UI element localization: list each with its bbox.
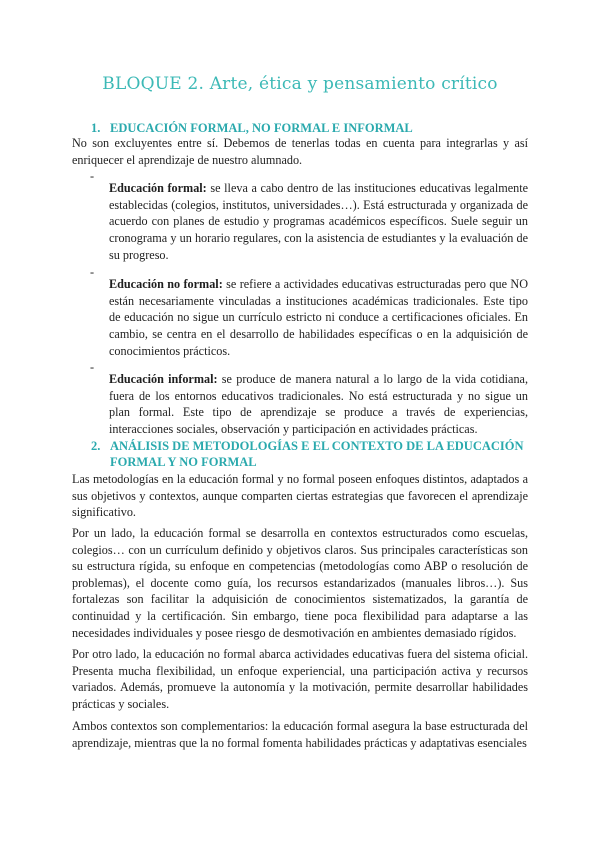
list-item-body: se refiere a actividades educativas estructuradas pero que NO están necesariamente vinculadas a instituciones académicas tradicionales. Este tipo de educación no sigue un currículo estricto ni conduce a certificaciones oficiales. En cambio, se centra en el desarrollo de habilidades específicas o en la adquisición de conocimientos prácticos. [109, 277, 528, 358]
section-2-heading-line-1: ANÁLISIS DE METODOLOGÍAS E EL CONTEXTO DE LA EDUCACIÓN [110, 439, 524, 453]
section-2-heading-line-2: FORMAL Y NO FORMAL [110, 455, 257, 469]
section-2-paragraph-1: Las metodologías en la educación formal y no formal poseen enfoques distintos, adaptados a sus objetivos y contextos, aunque comparten ciertas estrategias que favorecen el aprendizaje significativo. [72, 472, 528, 520]
section-2-heading [91, 438, 524, 470]
list-item-text [109, 371, 528, 437]
bullet-dash: - [90, 265, 95, 279]
section-1-intro: No son excluyentes entre sí. Debemos de tenerlas todas en cuenta para integrarlas y así enriquecer el aprendizaje de nuestro alumnado. [72, 136, 528, 167]
list-item-term: Educación no formal: [109, 277, 223, 292]
list-item-term: Educación informal: [109, 372, 218, 387]
list-item-term: Educación formal: [109, 181, 207, 196]
page-title: BLOQUE 2. Arte, ética y pensamiento crítico [102, 74, 498, 94]
section-1-heading-text: EDUCACIÓN FORMAL, NO FORMAL E INFORMAL [110, 121, 413, 135]
list-item-body: se lleva a cabo dentro de las instituciones educativas legalmente establecidas (colegios, institutos, universidades…). Está estructurada y organizada de acuerdo con planes de estudio y programas académicos específicos. Suele seguir un cronograma y un horario regulares, con la asistencia de estudiantes y la evaluación de su progreso. [109, 181, 529, 262]
section-1-number: 1. [91, 121, 101, 135]
section-2-paragraph-3: Por otro lado, la educación no formal abarca actividades educativas fuera del sistema oficial. Presenta mucha flexibilidad, un enfoque experiencial, una participación activa y recursos variados. Además, promueve la autonomía y la motivación, permite desarrollar habilidades prácticas y sociales. [72, 647, 528, 711]
list-item-text [109, 180, 528, 263]
list-item-formal [72, 168, 528, 275]
section-2-paragraph-2: Por un lado, la educación formal se desarrolla en contextos estructurados como escuelas, colegios… con un currículum definido y objetivos claros. Sus principales características son su estructura rígida, su enfoque en competencias (metodologías como ABP o resolución de problemas), el docente como guía, los recursos estandarizados (manuales libros…). Sus fortalezas son facilitar la adquisición de conocimientos sistematizados, la garantía de continuidad y la certificación. Sin embargo, tiene poca flexibilidad para adaptarse a las necesidades individuales y posee riesgo de desmotivación en ambientes demasiado rígidos. [72, 526, 528, 640]
list-item-informal [72, 359, 528, 450]
list-item-no-formal [72, 264, 528, 371]
section-2-number: 2. [91, 439, 101, 453]
section-2-paragraph-4: Ambos contextos son complementarios: la educación formal asegura la base estructurada del aprendizaje, mientras que la no formal fomenta habilidades prácticas y adaptativas esenciales [72, 719, 528, 750]
bullet-dash: - [90, 169, 95, 183]
list-item-body: se produce de manera natural a lo largo de la vida cotidiana, fuera de los entornos educativos tradicionales. No está estructurada y no sigue un plan formal. Este tipo de aprendizaje se produce a través de experiencias, interacciones sociales, observación y participación en actividades prácticas. [109, 372, 529, 436]
section-1-heading [91, 120, 413, 136]
list-item-text [109, 276, 528, 359]
bullet-dash: - [90, 360, 95, 374]
